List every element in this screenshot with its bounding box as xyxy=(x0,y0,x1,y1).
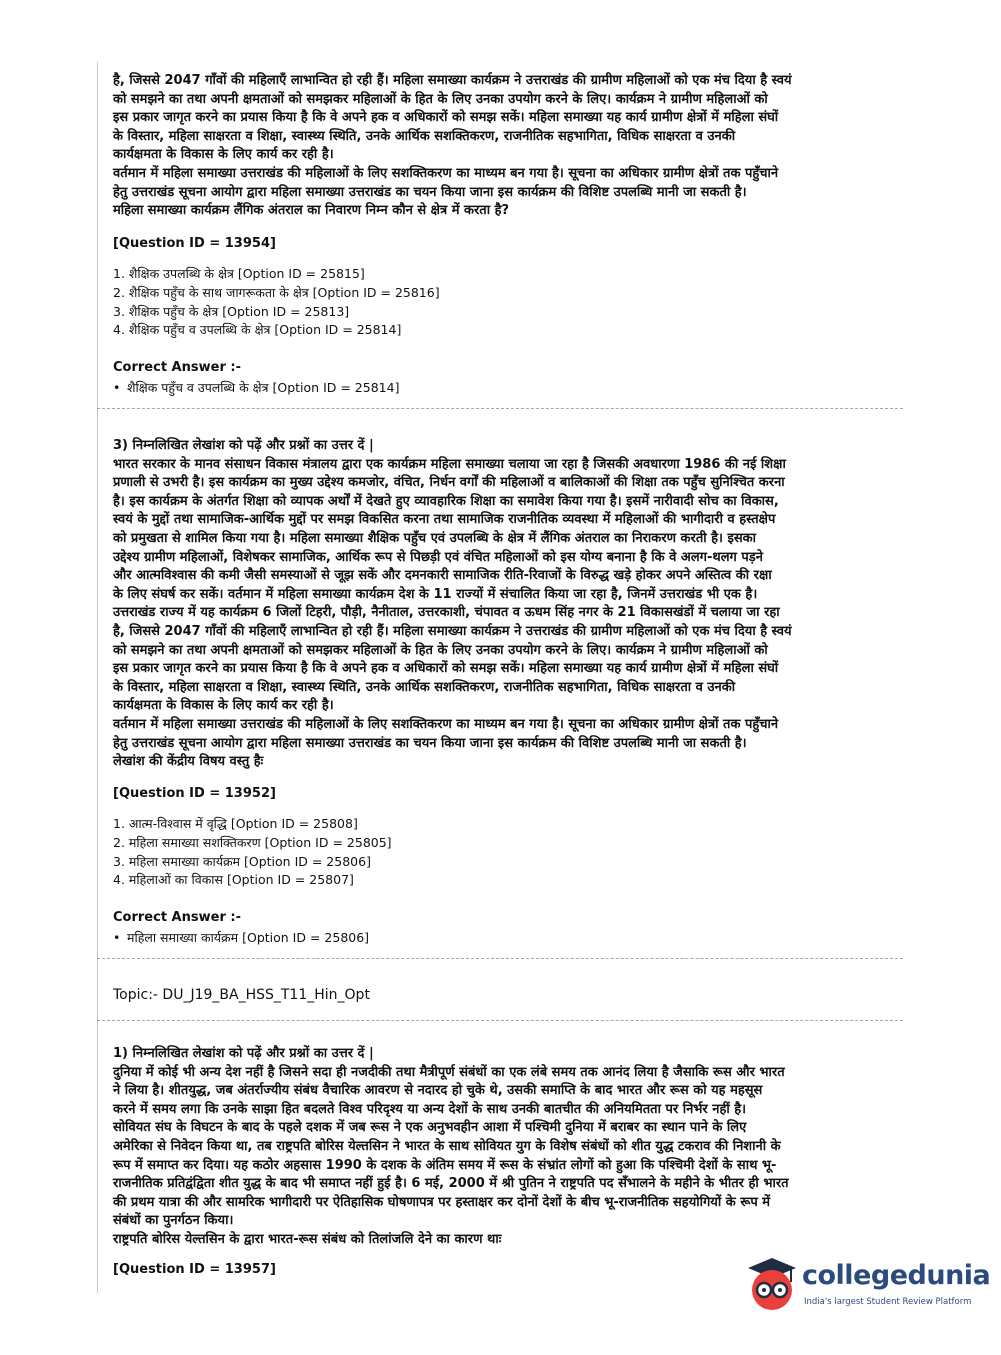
correct-answer-item: • शैक्षिक पहुँच व उपलब्धि के क्षेत्र [Option ID = 25814] xyxy=(113,379,888,396)
passage-line: को प्रमुखता से शामिल किया गया है। महिला समाख्या शैक्षिक पहुँच एवं उपलब्धि के क्षेत्र में लैंगिक अंतराल का निराकरण करती है। इसका xyxy=(113,530,756,546)
passage-line: इस प्रकार जागृत करने का प्रयास किया है कि वे अपने हक व अधिकारों को समझ सकें। महिला समाख्या यह कार्य ग्रामीण क्षेत्रों में महिला संघों xyxy=(113,661,779,677)
passage-line: राष्ट्रपति बोरिस येल्तसिन के द्वारा भारत-रूस संबंध को तिलांजलि देने का कारण थाः xyxy=(113,1231,502,1247)
correct-answer-section xyxy=(113,360,888,396)
question-id-text: [Question ID = 13952] xyxy=(113,786,276,801)
passage-line: कार्यक्षमता के विकास के लिए कार्य कर रही है। xyxy=(113,147,334,163)
left-margin-line xyxy=(97,62,98,1293)
passage-line: उद्देश्य ग्रामीण महिलाओं, विशेषकर सामाजिक, आर्थिक रूप से पिछड़ी एवं वंचित महिलाओं को इस योग्य बनाना है कि वे अलग-थलग पड़ने xyxy=(113,549,763,565)
correct-answer-label: Correct Answer :- xyxy=(113,360,241,375)
passage-line: लेखांश की केंद्रीय विषय वस्तु हैः xyxy=(113,754,264,770)
option-item: 3. महिला समाख्या कार्यक्रम [Option ID = 25806] xyxy=(113,853,371,869)
passage-continuation xyxy=(113,72,888,221)
separator xyxy=(97,408,903,409)
option-item: 4. महिलाओं का विकास [Option ID = 25807] xyxy=(113,872,354,888)
passage-line: हेतु उत्तराखंड सूचना आयोग द्वारा महिला समाख्या उत्तराखंड का चयन किया जाना इस कार्यक्रम की विशिष्ट उपलब्धि मानी जा सकती है। xyxy=(113,184,747,200)
passage-line: को समझने का तथा अपनी क्षमताओं को समझकर महिलाओं के हित के लिए उनका उपयोग करने के लिए। कार्यक्रम ने ग्रामीण महिलाओं को xyxy=(113,91,768,107)
passage-question-3 xyxy=(113,437,888,772)
correct-answer-section xyxy=(113,910,888,946)
options-list xyxy=(113,265,888,340)
passage-line: भारत सरकार के मानव संसाधन विकास मंत्रालय द्वारा एक कार्यक्रम महिला समाख्या चलाया जा रहा है जिसकी अवधारणा 1986 की नई शिक्षा xyxy=(113,456,786,472)
passage-line: इस प्रकार जागृत करने का प्रयास किया है कि वे अपने हक व अधिकारों को समझ सकें। महिला समाख्या यह कार्य ग्रामीण क्षेत्रों में महिला संघों xyxy=(113,110,779,126)
passage-text xyxy=(113,72,888,221)
passage-line: प्रणाली से उभरी है। इस कार्यक्रम का मुख्य उद्देश्य कमजोर, वंचित, निर्धन वर्गों की महिलाओं व बालिकाओं की शिक्षा तक पहुँच सुनिश्चित करना xyxy=(113,475,785,491)
passage-line: करने में समय लगा कि उनके साझा हित बदलते विश्व परिदृश्य या अन्य देशों के साथ उनकी बातचीत की अनियमितता पर निर्भर नहीं है। xyxy=(113,1101,747,1117)
logo-tagline: India's largest Student Review Platform xyxy=(804,1297,972,1307)
passage-line: कार्यक्षमता के विकास के लिए कार्य कर रही है। xyxy=(113,698,334,714)
question-id-text: [Question ID = 13954] xyxy=(113,236,276,251)
topic-heading: Topic:- DU_J19_BA_HSS_T11_Hin_Opt xyxy=(113,987,370,1003)
correct-answer-label: Correct Answer :- xyxy=(113,910,241,925)
passage-question-1 xyxy=(113,1045,888,1250)
passage-line: है, जिससे 2047 गाँवों की महिलाएँ लाभान्वित हो रही हैं। महिला समाख्या कार्यक्रम ने उत्तराखंड की ग्रामीण महिलाओं को एक मंच दिया है स्वयं xyxy=(113,73,792,88)
passage-line: वर्तमान में महिला समाख्या उत्तराखंड की महिलाओं के लिए सशक्तिकरण का माध्यम बन गया है। सूचना का अधिकार ग्रामीण क्षेत्रों तक पहुँचाने xyxy=(113,716,779,732)
question-id xyxy=(113,236,888,251)
passage-line: को समझने का तथा अपनी क्षमताओं को समझकर महिलाओं के हित के लिए उनका उपयोग करने के लिए। कार्यक्रम ने ग्रामीण महिलाओं को xyxy=(113,642,768,658)
correct-answer-item: • महिला समाख्या कार्यक्रम [Option ID = 25806] xyxy=(113,929,888,946)
passage-line: राजनीतिक प्रतिद्वंद्विता शीत युद्ध के बाद भी समाप्त नहीं हुई है। 6 मई, 2000 में श्री पुतिन ने राष्ट्रपति पद सँभालने के महीने के भीतर ही भारत xyxy=(113,1176,789,1192)
passage-line: ने लिया है। शीतयुद्ध, जब अंतर्राज्यीय संबंध वैचारिक आवरण से नदारद हो चुके थे, उसकी समाप्ति के बाद भारत और रूस को यह महसूस xyxy=(113,1083,763,1099)
option-item: 3. शैक्षिक पहुँच के क्षेत्र [Option ID = 25813] xyxy=(113,303,350,319)
passage-text xyxy=(113,437,888,772)
collegedunia-logo xyxy=(742,1248,991,1318)
option-item: 1. शैक्षिक उपलब्धि के क्षेत्र [Option ID = 25815] xyxy=(113,266,365,281)
passage-line: के लिए संघर्ष कर सकें। वर्तमान में महिला समाख्या कार्यक्रम देश के 11 राज्यों में संचालित किया जा रहा है, जिनमें उत्तराखंड भी एक है। xyxy=(113,586,758,602)
passage-line: की प्रथम यात्रा की और सामरिक भागीदारी पर ऐतिहासिक घोषणापत्र पर हस्ताक्षर कर दोनों देशों के बीच भू-राजनीतिक सहयोगियों के रूप में xyxy=(113,1194,771,1210)
question-id xyxy=(113,786,888,801)
passage-line: 1) निम्नलिखित लेखांश को पढ़ें और प्रश्नों का उत्तर दें | xyxy=(113,1046,374,1061)
passage-line: संबंधों का पुनर्गठन किया। xyxy=(113,1213,234,1229)
option-item: 4. शैक्षिक पहुँच व उपलब्धि के क्षेत्र [Option ID = 25814] xyxy=(113,322,402,338)
passage-line: वर्तमान में महिला समाख्या उत्तराखंड की महिलाओं के लिए सशक्तिकरण का माध्यम बन गया है। सूचना का अधिकार ग्रामीण क्षेत्रों तक पहुँचाने xyxy=(113,165,779,181)
passage-line: स्वयं के मुद्दों तथा सामाजिक-आर्थिक मुद्दों पर समझ विकसित करना तथा सामाजिक राजनीतिक व्यवस्था में महिलाओं की भागीदारी व हस्तक्षेप xyxy=(113,512,776,528)
passage-line: के विस्तार, महिला साक्षरता व शिक्षा, स्वास्थ्य स्थिति, उनके आर्थिक सशक्तिकरण, राजनीतिक सहभागिता, विधिक साक्षरता व उनकी xyxy=(113,679,736,695)
passage-line: दुनिया में कोई भी अन्य देश नहीं है जिसने सदा ही नजदीकी तथा मैत्रीपूर्ण संबंधों का एक लंबे समय तक आनंद लिया है जैसाकि रूस और भारत xyxy=(113,1064,785,1080)
passage-line: महिला समाख्या कार्यक्रम लैंगिक अंतराल का निवारण निम्न कौन से क्षेत्र में करता है? xyxy=(113,203,510,219)
passage-line: 3) निम्नलिखित लेखांश को पढ़ें और प्रश्नों का उत्तर दें | xyxy=(113,438,374,453)
option-item: 2. शैक्षिक पहुँच के साथ जागरूकता के क्षेत्र [Option ID = 25816] xyxy=(113,284,440,300)
question-id-text: [Question ID = 13957] xyxy=(113,1262,276,1277)
passage-line: है। इस कार्यक्रम के अंतर्गत शिक्षा को व्यापक अर्थों में देखते हुए व्यावहारिक शिक्षा का समावेश किया गया है। इसमें नारीवादी सोच का विकास, xyxy=(113,493,779,509)
passage-text xyxy=(113,1045,888,1250)
options-list xyxy=(113,815,888,890)
passage-line: सोवियत संघ के विघटन के बाद के पहले दशक में जब रूस ने एक अनुभवहीन आशा में पश्चिमी दुनिया में बराबर का स्थान पाने के लिए xyxy=(113,1120,747,1136)
passage-line: अमेरिका से निवेदन किया था, तब राष्ट्रपति बोरिस येल्तसिन ने भारत के साथ सोवियत युग के विशेष संबंधों को शीत युद्ध टकराव की निशानी के xyxy=(113,1138,781,1154)
separator xyxy=(97,1020,903,1021)
passage-line: है, जिससे 2047 गाँवों की महिलाएँ लाभान्वित हो रही हैं। महिला समाख्या कार्यक्रम ने उत्तराखंड की ग्रामीण महिलाओं को एक मंच दिया है स्वयं xyxy=(113,623,792,639)
separator xyxy=(97,958,903,959)
option-item: 1. आत्म-विश्वास में वृद्धि [Option ID = 25808] xyxy=(113,816,358,831)
passage-line: के विस्तार, महिला साक्षरता व शिक्षा, स्वास्थ्य स्थिति, उनके आर्थिक सशक्तिकरण, राजनीतिक सहभागिता, विधिक साक्षरता व उनकी xyxy=(113,128,736,144)
passage-line: रूप में समाप्त कर दिया। यह कठोर अहसास 1990 के दशक के अंतिम समय में रूस के संभ्रांत लोगों को हुआ कि पश्चिमी देशों के साथ भू- xyxy=(113,1157,777,1173)
option-item: 2. महिला समाख्या सशक्तिकरण [Option ID = 25805] xyxy=(113,834,392,850)
mascot-icon xyxy=(742,1248,802,1312)
logo-wordmark: collegedunia xyxy=(802,1260,991,1291)
passage-line: और आत्मविश्वास की कमी जैसी समस्याओं से जूझ सकें और दमनकारी सामाजिक रीति-रिवाजों के विरुद्ध खड़े होकर अपने अस्तित्व की रक्षा xyxy=(113,568,772,584)
passage-line: हेतु उत्तराखंड सूचना आयोग द्वारा महिला समाख्या उत्तराखंड का चयन किया जाना इस कार्यक्रम की विशिष्ट उपलब्धि मानी जा सकती है। xyxy=(113,735,747,751)
passage-line: उत्तराखंड राज्य में यह कार्यक्रम 6 जिलों टिहरी, पौड़ी, नैनीताल, उत्तरकाशी, चंपावत व ऊधम सिंह नगर के 21 विकासखंडों में चलाया जा रहा xyxy=(113,605,780,621)
